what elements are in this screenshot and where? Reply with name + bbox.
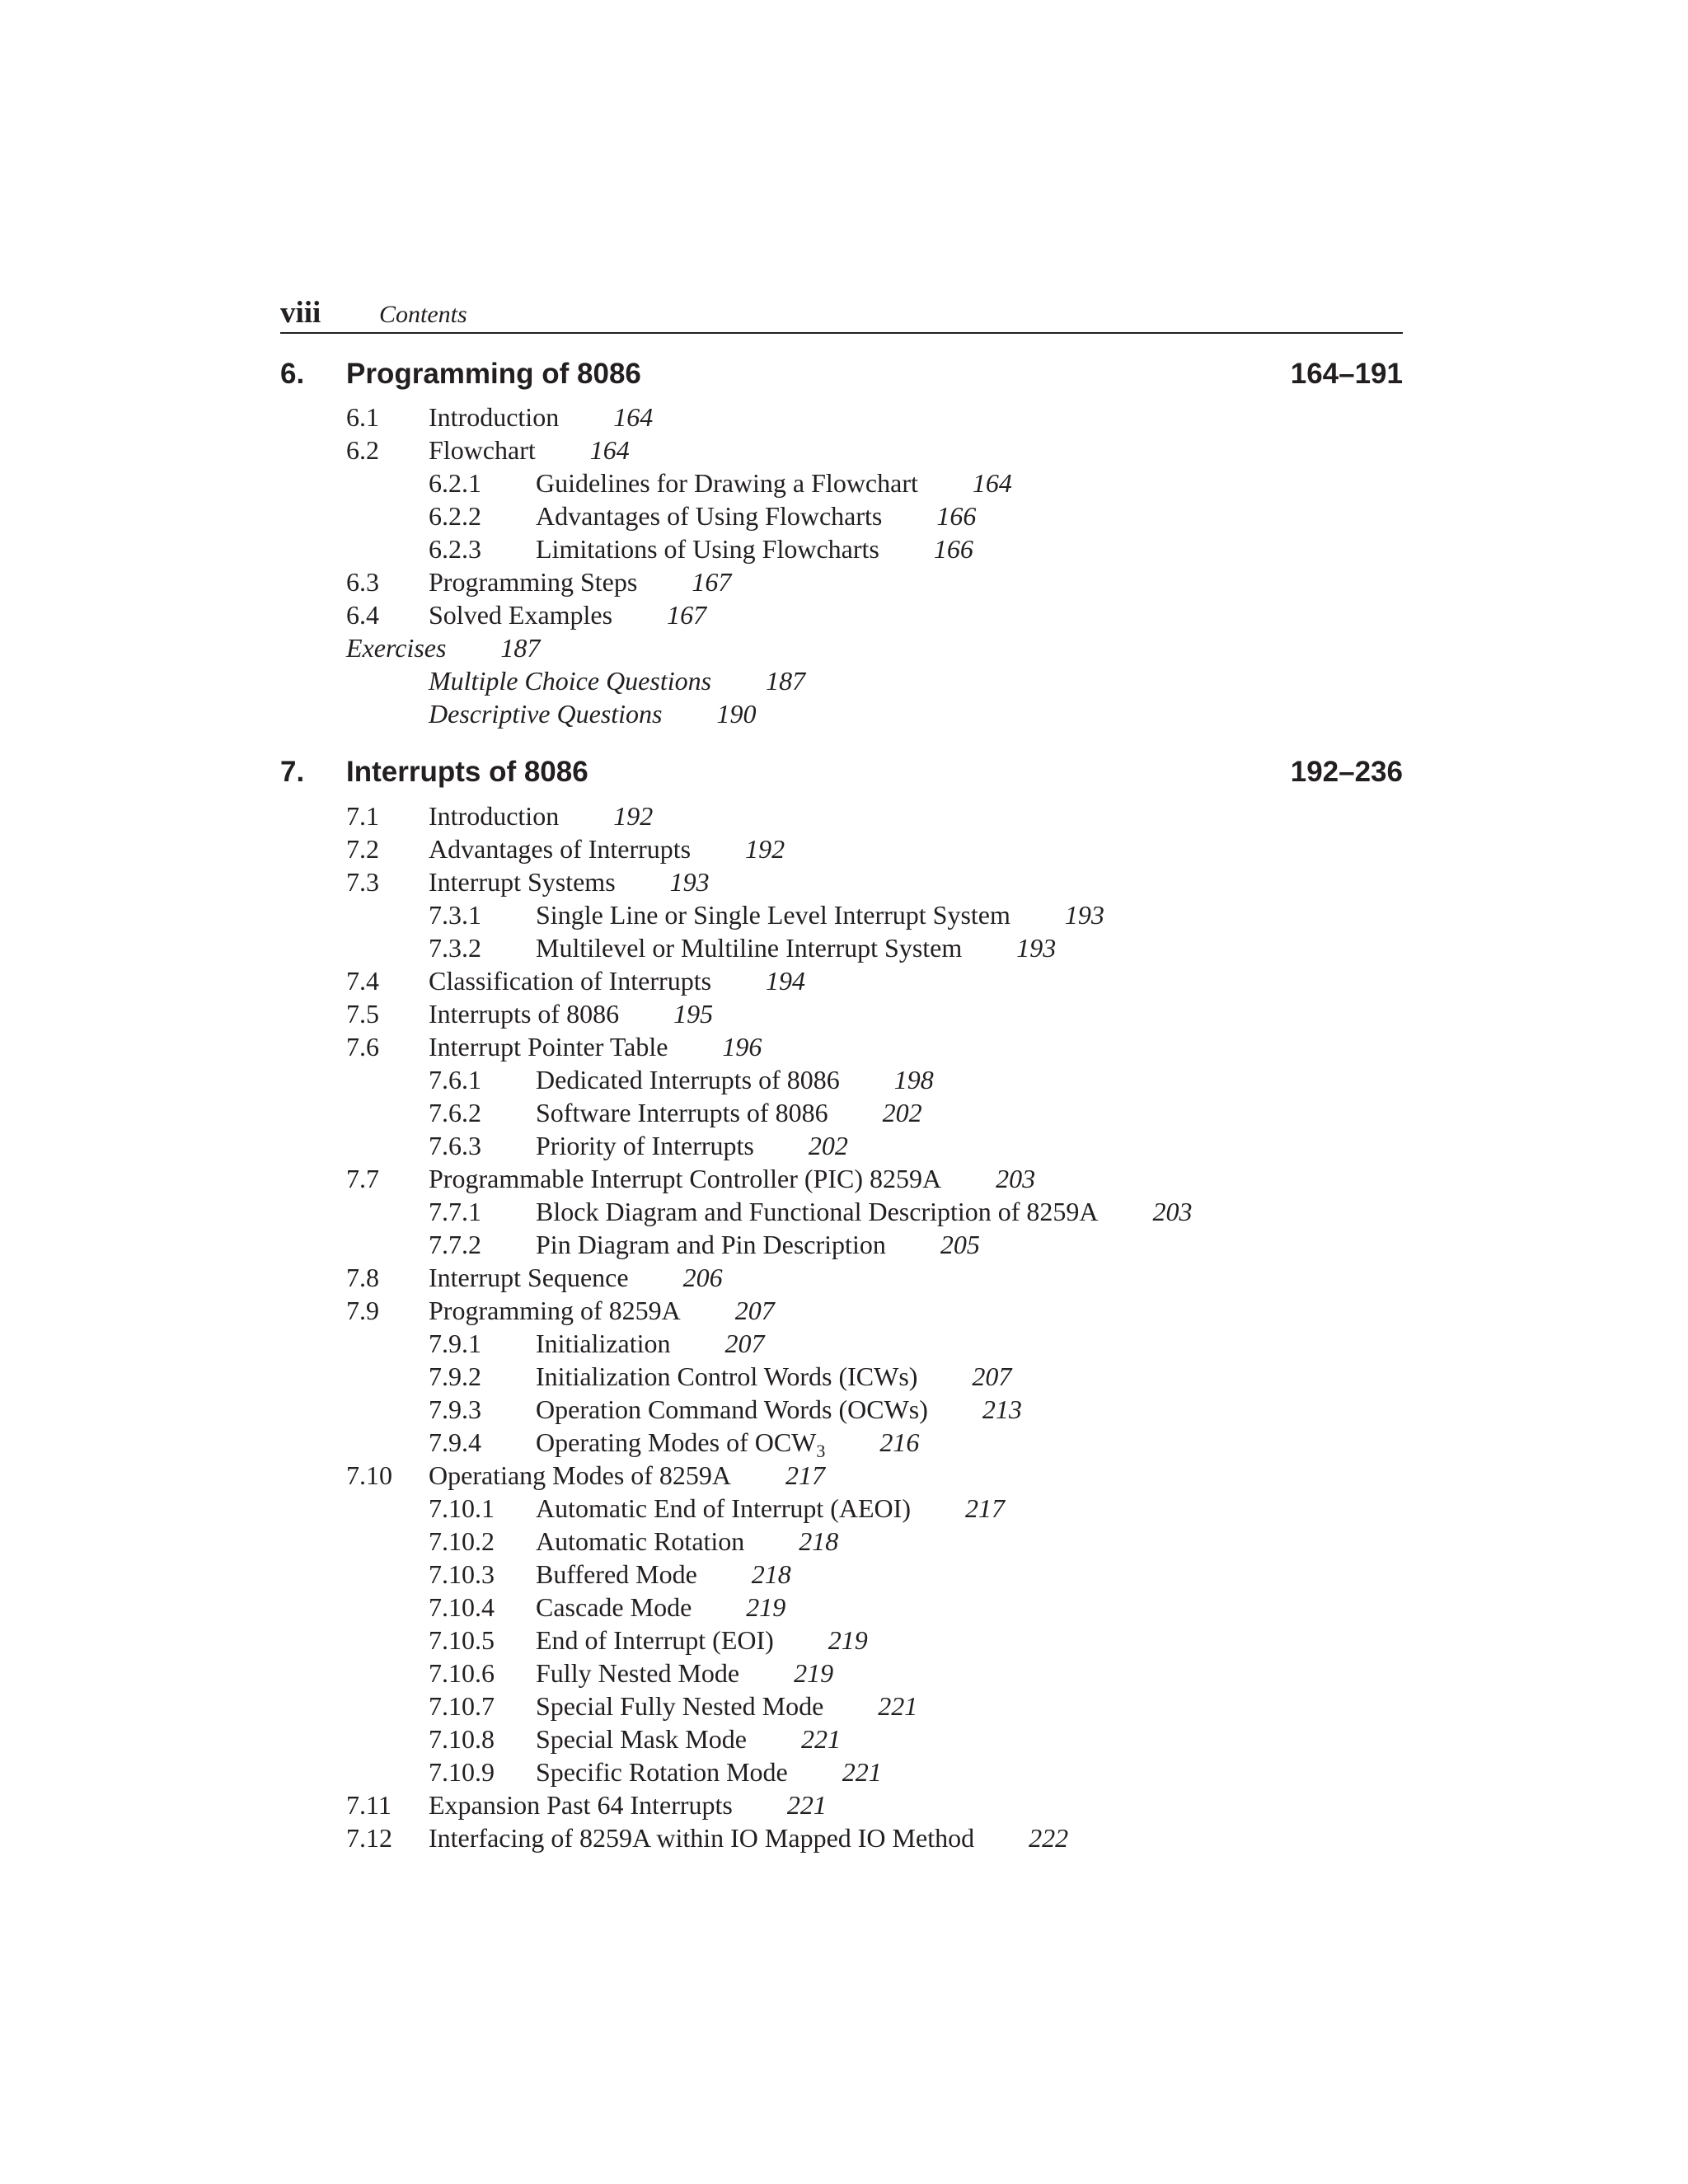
section-title: Classification of Interrupts 194 bbox=[429, 966, 806, 996]
section-title: Automatic End of Interrupt (AEOI) 217 bbox=[536, 1493, 1005, 1523]
page-ref: 207 bbox=[972, 1361, 1012, 1391]
page-ref: 195 bbox=[673, 999, 714, 1029]
section-number: 7.3.2 bbox=[429, 933, 481, 963]
page-ref: 190 bbox=[716, 699, 757, 729]
section-title: Advantages of Using Flowcharts 166 bbox=[536, 501, 977, 531]
section-title: Special Mask Mode 221 bbox=[536, 1724, 841, 1754]
section-title: Multiple Choice Questions 187 bbox=[429, 666, 806, 696]
section-number: 7.7.2 bbox=[429, 1230, 481, 1259]
page-ref: 213 bbox=[982, 1394, 1022, 1424]
section-number: 7.10.6 bbox=[429, 1658, 495, 1688]
section-number: 7.1 bbox=[346, 801, 379, 831]
page-number: viii bbox=[280, 296, 321, 330]
section-number: 7.12 bbox=[346, 1823, 392, 1853]
page-ref: 166 bbox=[936, 501, 977, 531]
section-title: Descriptive Questions 190 bbox=[429, 699, 757, 729]
section-number: 6.3 bbox=[346, 567, 379, 597]
section-number: 7.10.2 bbox=[429, 1526, 495, 1556]
section-title: Dedicated Interrupts of 8086 198 bbox=[536, 1065, 934, 1094]
chapter-page-range: 164–191 bbox=[1290, 358, 1403, 390]
section-title: Block Diagram and Functional Description of 8259A 203 bbox=[536, 1197, 1193, 1226]
page-ref: 192 bbox=[745, 834, 785, 864]
page-ref: 193 bbox=[669, 867, 710, 897]
page-ref: 193 bbox=[1016, 933, 1057, 963]
section-title: Interfacing of 8259A within IO Mapped IO Method 222 bbox=[429, 1823, 1069, 1853]
chapter-number: 6. bbox=[280, 358, 305, 390]
running-header bbox=[280, 294, 1403, 334]
section-title: Priority of Interrupts 202 bbox=[536, 1131, 848, 1160]
section-title: Interrupt Sequence 206 bbox=[429, 1263, 723, 1292]
page-ref: 218 bbox=[799, 1526, 839, 1556]
section-number: 7.10.4 bbox=[429, 1592, 495, 1622]
page-ref: 207 bbox=[734, 1296, 775, 1325]
section-title: Introduction 192 bbox=[429, 801, 654, 831]
section-number: 7.3 bbox=[346, 867, 379, 897]
page-ref: 219 bbox=[794, 1658, 834, 1688]
section-title: Interrupt Systems 193 bbox=[429, 867, 710, 897]
section-number: 7.7.1 bbox=[429, 1197, 481, 1226]
section-number: 7.9 bbox=[346, 1296, 379, 1325]
section-title: Guidelines for Drawing a Flowchart 164 bbox=[536, 468, 1012, 498]
section-number: 7.9.2 bbox=[429, 1361, 481, 1391]
section-number: 7.11 bbox=[346, 1790, 392, 1820]
section-number: 7.10.7 bbox=[429, 1691, 495, 1721]
section-title: Pin Diagram and Pin Description 205 bbox=[536, 1230, 980, 1259]
section-number: 6.2 bbox=[346, 435, 379, 465]
page-ref: 196 bbox=[722, 1032, 762, 1062]
section-number: 7.10.5 bbox=[429, 1625, 495, 1655]
section-number: 7.10.8 bbox=[429, 1724, 495, 1754]
chapter-page-range: 192–236 bbox=[1290, 756, 1403, 788]
page-ref: 219 bbox=[828, 1625, 868, 1655]
section-number: 7.5 bbox=[346, 999, 379, 1029]
section-title: Interrupts of 8086 195 bbox=[429, 999, 714, 1029]
chapter-number: 7. bbox=[280, 756, 305, 788]
section-title: Programmable Interrupt Controller (PIC) 8259A 203 bbox=[429, 1164, 1036, 1193]
section-title: Programming of 8259A 207 bbox=[429, 1296, 775, 1325]
page-ref: 221 bbox=[786, 1790, 827, 1820]
page-ref: 187 bbox=[766, 666, 806, 696]
section-title: Introduction 164 bbox=[429, 402, 654, 432]
page-ref: 203 bbox=[996, 1164, 1036, 1193]
page-ref: 202 bbox=[808, 1131, 848, 1160]
page-ref: 219 bbox=[746, 1592, 786, 1622]
page-ref: 164 bbox=[589, 435, 630, 465]
section-number: 7.6.2 bbox=[429, 1098, 481, 1127]
section-number: 6.1 bbox=[346, 402, 379, 432]
section-title: Initialization Control Words (ICWs) 207 bbox=[536, 1361, 1012, 1391]
section-title: Operation Command Words (OCWs) 213 bbox=[536, 1394, 1022, 1424]
section-number: 6.2.1 bbox=[429, 468, 481, 498]
page-ref: 164 bbox=[613, 402, 654, 432]
section-number: 7.6.1 bbox=[429, 1065, 481, 1094]
section-title: Operatiang Modes of 8259A 217 bbox=[429, 1460, 826, 1490]
section-title: Specific Rotation Mode 221 bbox=[536, 1757, 882, 1787]
section-title: Automatic Rotation 218 bbox=[536, 1526, 839, 1556]
running-title: Contents bbox=[379, 301, 467, 328]
section-number: 7.10.3 bbox=[429, 1559, 495, 1589]
section-title: Exercises 187 bbox=[346, 633, 541, 663]
page-ref: 192 bbox=[613, 801, 654, 831]
section-number: 7.4 bbox=[346, 966, 379, 996]
section-title: Operating Modes of $OCW_3$ 216 bbox=[536, 1427, 920, 1461]
section-title: Software Interrupts of 8086 202 bbox=[536, 1098, 922, 1127]
section-number: 7.10 bbox=[346, 1460, 392, 1490]
page-ref: 166 bbox=[933, 534, 973, 564]
page-ref: 164 bbox=[972, 468, 1012, 498]
section-number: 7.9.3 bbox=[429, 1394, 481, 1424]
section-title: Limitations of Using Flowcharts 166 bbox=[536, 534, 973, 564]
chapter-heading bbox=[280, 752, 1403, 793]
section-number: 7.10.1 bbox=[429, 1493, 495, 1523]
chapter-title: Programming of 8086 bbox=[346, 358, 641, 390]
section-title: Flowchart 164 bbox=[429, 435, 630, 465]
section-title: Single Line or Single Level Interrupt System 193 bbox=[536, 900, 1104, 930]
section-title: Initialization 207 bbox=[536, 1329, 765, 1358]
section-number: 7.2 bbox=[346, 834, 379, 864]
subscript: 3 bbox=[816, 1441, 826, 1461]
section-number: 7.6 bbox=[346, 1032, 379, 1062]
page-ref: 207 bbox=[724, 1329, 765, 1358]
page-ref: 205 bbox=[940, 1230, 980, 1259]
section-title: Special Fully Nested Mode 221 bbox=[536, 1691, 918, 1721]
page-ref: 202 bbox=[882, 1098, 922, 1127]
page-ref: 218 bbox=[751, 1559, 791, 1589]
page-ref: 206 bbox=[682, 1263, 723, 1292]
page-ref: 167 bbox=[667, 600, 707, 630]
section-title: Buffered Mode 218 bbox=[536, 1559, 791, 1589]
page-ref: 221 bbox=[800, 1724, 841, 1754]
page-ref: 203 bbox=[1152, 1197, 1193, 1226]
page-ref: 221 bbox=[842, 1757, 882, 1787]
page-ref: 167 bbox=[692, 567, 732, 597]
section-title: Interrupt Pointer Table 196 bbox=[429, 1032, 762, 1062]
section-title: End of Interrupt (EOI) 219 bbox=[536, 1625, 868, 1655]
section-number: 6.2.3 bbox=[429, 534, 481, 564]
section-number: 7.10.9 bbox=[429, 1757, 495, 1787]
section-title: Cascade Mode 219 bbox=[536, 1592, 786, 1622]
page-ref: 194 bbox=[766, 966, 806, 996]
section-title: Advantages of Interrupts 192 bbox=[429, 834, 785, 864]
section-number: 7.6.3 bbox=[429, 1131, 481, 1160]
section-number: 7.9.1 bbox=[429, 1329, 481, 1358]
section-title: Solved Examples 167 bbox=[429, 600, 707, 630]
section-title: Fully Nested Mode 219 bbox=[536, 1658, 834, 1688]
page-ref: 198 bbox=[893, 1065, 934, 1094]
page-ref: 222 bbox=[1029, 1823, 1069, 1853]
chapter-title: Interrupts of 8086 bbox=[346, 756, 588, 788]
page-ref: 193 bbox=[1064, 900, 1104, 930]
page-ref: 216 bbox=[879, 1427, 920, 1457]
section-number: 7.3.1 bbox=[429, 900, 481, 930]
section-number: 7.9.4 bbox=[429, 1427, 481, 1457]
section-number: 7.7 bbox=[346, 1164, 379, 1193]
section-title: Multilevel or Multiline Interrupt System 193 bbox=[536, 933, 1057, 963]
page-ref: 217 bbox=[785, 1460, 826, 1490]
page-ref: 187 bbox=[500, 633, 541, 663]
page-ref: 217 bbox=[964, 1493, 1005, 1523]
section-number: 6.2.2 bbox=[429, 501, 481, 531]
section-title: Programming Steps 167 bbox=[429, 567, 732, 597]
section-title: Expansion Past 64 Interrupts 221 bbox=[429, 1790, 827, 1820]
section-number: 6.4 bbox=[346, 600, 379, 630]
chapter-heading bbox=[280, 354, 1403, 395]
page-ref: 221 bbox=[878, 1691, 918, 1721]
section-number: 7.8 bbox=[346, 1263, 379, 1292]
